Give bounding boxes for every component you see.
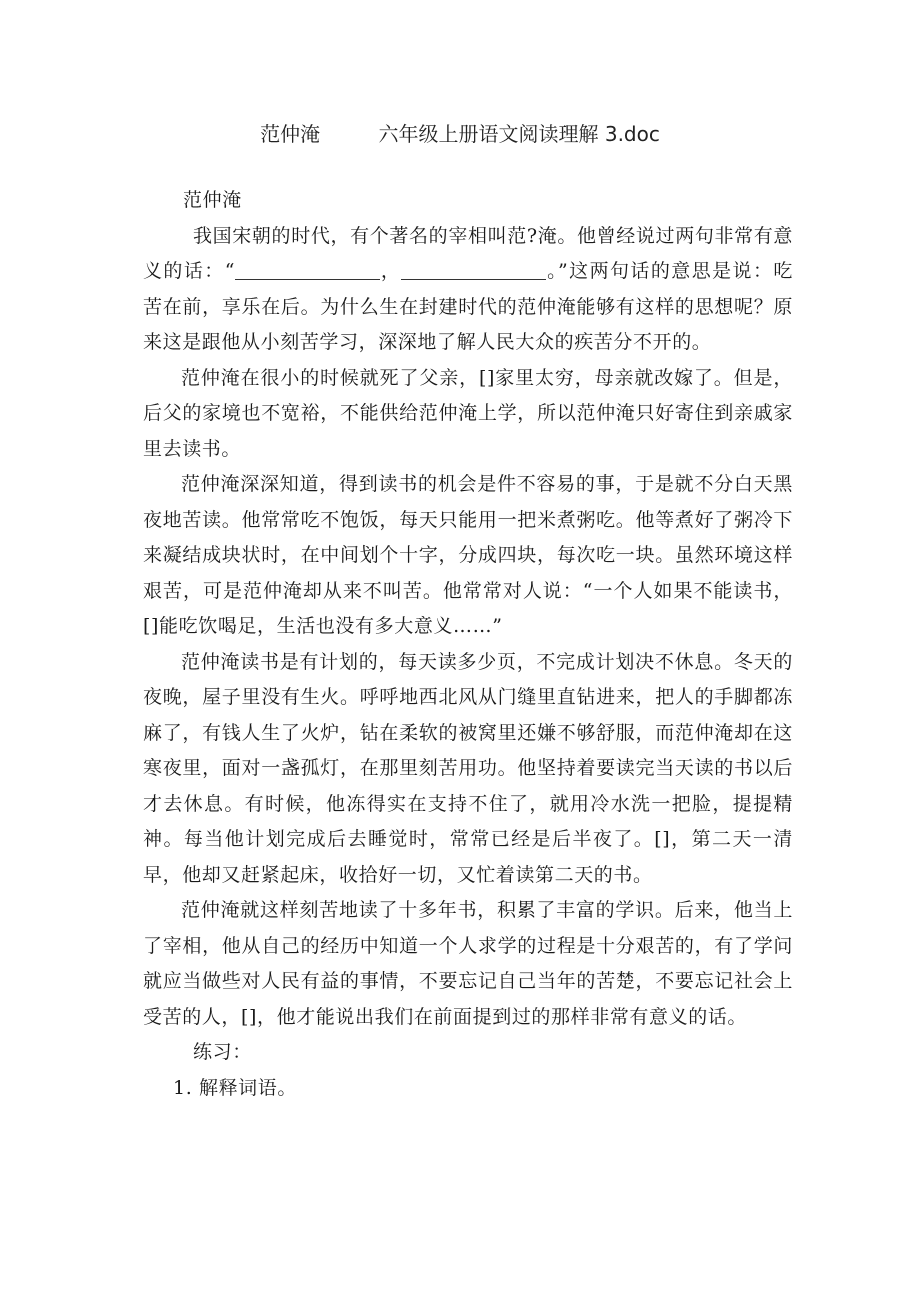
exercise-question-1: 1. 解释词语。 [173,1076,297,1099]
paragraph-1-text-b: 。”这两句话的意思是说：吃苦在前，享乐在后。为什么生在封建时代的范仲淹能够有这样的思想呢？原来这是跟他从小刻苦学习，深深地了解人民大众的疾苦分不开的。 [143,260,793,353]
paragraph-2: 范仲淹在很小的时候就死了父亲，[]家里太穷，母亲就改嫁了。但是，后父的家境也不宽裕，不能供给范仲淹上学，所以范仲淹只好寄住到亲戚家里去读书。 [143,366,793,460]
paragraph-3: 范仲淹深深知道，得到读书的机会是件不容易的事，于是就不分白天黑夜地苦读。他常常吃不饱饭，每天只能用一把米煮粥吃。他等煮好了粥冷下来凝结成块状时，在中间划个十字，分成四块，每次吃一块。虽然环境这样艰苦，可是范仲淹却从来不叫苦。他常常对人说：“一个人如果不能读书，[]能吃饮喝足，生活也没有多大意义……” [143,473,793,637]
exercise-label: 练习： [193,1041,252,1063]
article-title: 范仲淹 [183,189,242,211]
fill-blank-1[interactable] [235,257,380,280]
paragraph-1-separator: ， [380,260,402,282]
fill-blank-2[interactable] [401,257,546,280]
header-title: 范仲淹 [260,122,321,146]
document-header [0,118,920,147]
header-filename: 六年级上册语文阅读理解 3.doc [378,122,660,146]
paragraph-1 [143,219,793,361]
paragraph-5: 范仲淹就这样刻苦地读了十多年书，积累了丰富的学识。后来，他当上了宰相，他从自己的经历中知道一个人求学的过程是十分艰苦的，有了学问就应当做些对人民有益的事情，不要忘记自己当年的苦楚，不要忘记社会上受苦的人，[]，他才能说出我们在前面提到过的那样非常有意义的话。 [143,899,793,1028]
paragraph-4: 范仲淹读书是有计划的，每天读多少页，不完成计划决不休息。冬天的夜晚，屋子里没有生火。呼呼地西北风从门缝里直钻进来，把人的手脚都冻麻了，有钱人生了火炉，钻在柔软的被窝里还嫌不够舒服，而范仲淹却在这寒夜里，面对一盏孤灯，在那里刻苦用功。他坚持着要读完当天读的书以后才去休息。有时候，他冻得实在支持不住了，就用冷水洗一把脸，提提精神。每当他计划完成后去睡觉时，常常已经是后半夜了。[]，第二天一清早，他却又赶紧起床，收拾好一切，又忙着读第二天的书。 [143,650,793,886]
document-body [143,183,793,1106]
paragraph-1-text-a: 我国宋朝的时代，有个著名的宰相叫范?淹。他曾经说过两句非常有意义的话：“ [143,224,793,282]
